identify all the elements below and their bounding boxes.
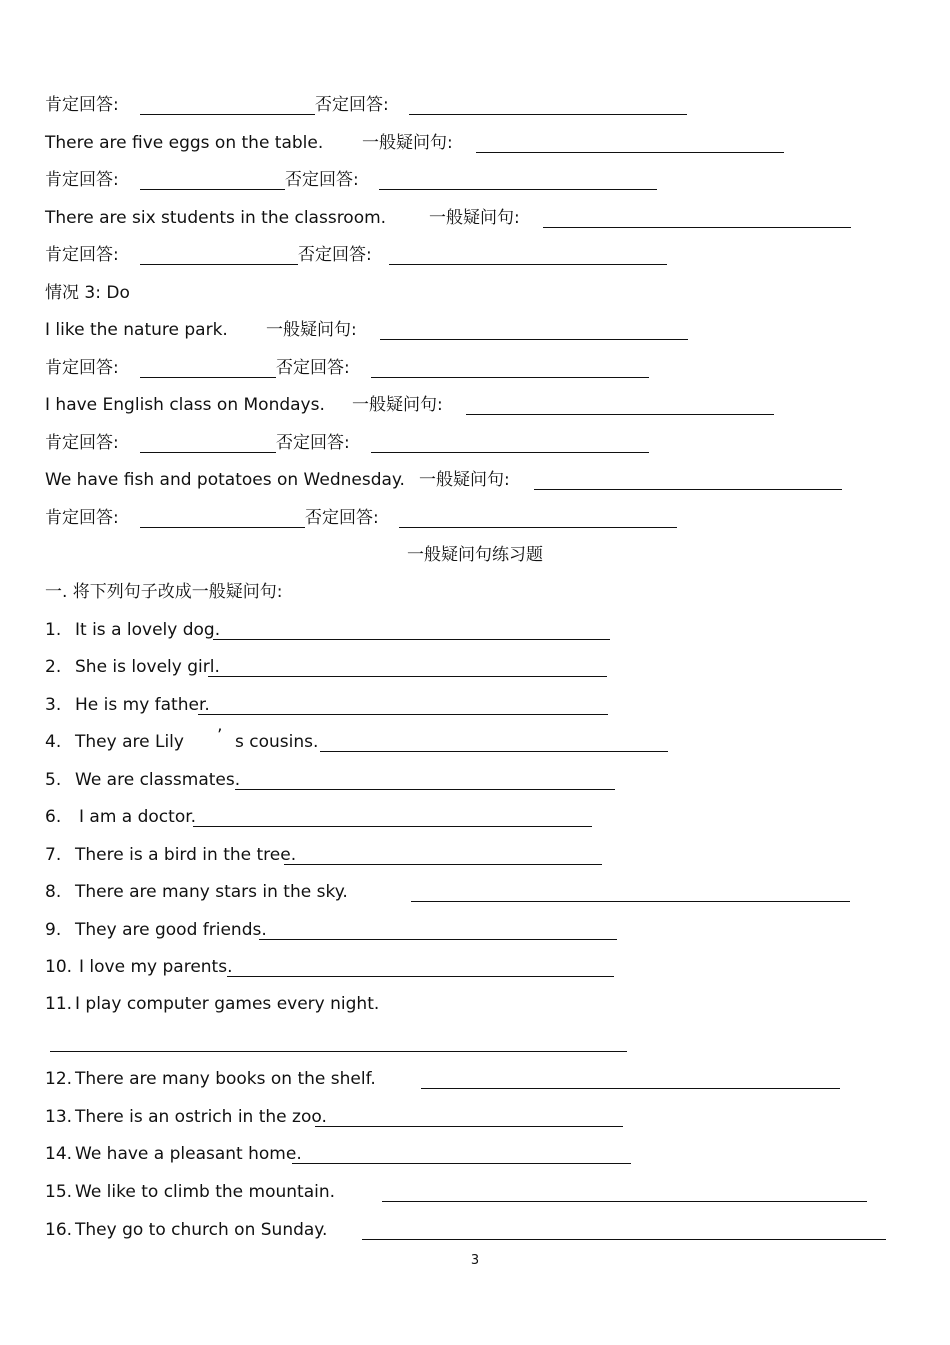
answer-blank[interactable] (198, 714, 608, 715)
no-label: 否定回答: (276, 358, 350, 378)
yes-label: 肯定回答: (45, 95, 119, 115)
item-number: 11. (45, 994, 73, 1014)
no-answer-blank[interactable] (379, 189, 657, 190)
yes-answer-blank[interactable] (140, 114, 315, 115)
item-text: There are many books on the shelf. (75, 1069, 376, 1089)
no-label: 否定回答: (298, 245, 372, 265)
item-text: I play computer games every night. (75, 994, 380, 1014)
yes-label: 肯定回答: (45, 433, 119, 453)
item-number: 3. (45, 695, 62, 715)
sentence-text: There are five eggs on the table. (45, 133, 324, 153)
question-label: 一般疑问句: (362, 133, 453, 153)
item-text: They go to church on Sunday. (75, 1220, 328, 1240)
no-answer-blank[interactable] (371, 377, 649, 378)
sentence-text: There are six students in the classroom. (45, 208, 387, 228)
yes-label: 肯定回答: (45, 245, 119, 265)
item-text: There is an ostrich in the zoo. (75, 1107, 327, 1127)
no-label: 否定回答: (315, 95, 389, 115)
page-number: 3 (470, 1253, 480, 1268)
item-text: There are many stars in the sky. (75, 882, 348, 902)
item-number: 9. (45, 920, 62, 940)
answer-blank[interactable] (411, 901, 850, 902)
yes-answer-blank[interactable] (140, 264, 298, 265)
yes-label: 肯定回答: (45, 508, 119, 528)
answer-blank[interactable] (259, 939, 617, 940)
question-blank[interactable] (466, 414, 774, 415)
yes-answer-blank[interactable] (140, 377, 276, 378)
item-text: There is a bird in the tree. (75, 845, 297, 865)
item-text: We like to climb the mountain. (75, 1182, 336, 1202)
item-number: 4. (45, 732, 62, 752)
sentence-text: I have English class on Mondays. (45, 395, 325, 415)
no-label: 否定回答: (276, 433, 350, 453)
no-answer-blank[interactable] (389, 264, 667, 265)
item-text: I am a doctor. (79, 807, 197, 827)
item-text: They are Lily (75, 732, 184, 752)
item-number: 13. (45, 1107, 73, 1127)
answer-blank[interactable] (315, 1126, 623, 1127)
item-text: We have a pleasant home. (75, 1144, 302, 1164)
answer-blank[interactable] (421, 1088, 840, 1089)
yes-label: 肯定回答: (45, 170, 119, 190)
answer-blank[interactable] (320, 751, 668, 752)
answer-blank[interactable] (235, 789, 615, 790)
question-label: 一般疑问句: (266, 320, 357, 340)
item-text: She is lovely girl. (75, 657, 220, 677)
item-text: We are classmates. (75, 770, 241, 790)
yes-answer-blank[interactable] (140, 189, 285, 190)
no-answer-blank[interactable] (409, 114, 687, 115)
yes-answer-blank[interactable] (140, 452, 276, 453)
item-number: 2. (45, 657, 62, 677)
item-number: 10. (45, 957, 73, 977)
item-number: 16. (45, 1220, 73, 1240)
question-label: 一般疑问句: (352, 395, 443, 415)
answer-blank[interactable] (284, 864, 602, 865)
answer-blank[interactable] (292, 1163, 631, 1164)
apostrophe: ’ (217, 726, 223, 746)
item-number: 1. (45, 620, 62, 640)
section-label: 一. 将下列句子改成一般疑问句: (45, 582, 283, 602)
item-number: 6. (45, 807, 62, 827)
sentence-text: We have fish and potatoes on Wednesday. (45, 470, 405, 490)
question-blank[interactable] (380, 339, 688, 340)
case-label: 情况 3: Do (45, 283, 130, 303)
question-blank[interactable] (543, 227, 851, 228)
item-number: 7. (45, 845, 62, 865)
yes-label: 肯定回答: (45, 358, 119, 378)
no-label: 否定回答: (285, 170, 359, 190)
question-label: 一般疑问句: (429, 208, 520, 228)
no-answer-blank[interactable] (371, 452, 649, 453)
item-text: It is a lovely dog. (75, 620, 221, 640)
item-text: He is my father. (75, 695, 210, 715)
sentence-text: I like the nature park. (45, 320, 228, 340)
answer-blank[interactable] (382, 1201, 867, 1202)
item-number: 14. (45, 1144, 73, 1164)
exercise-title: 一般疑问句练习题 (407, 545, 543, 565)
item-text-end: s cousins. (235, 732, 319, 752)
item-number: 5. (45, 770, 62, 790)
answer-blank[interactable] (193, 826, 592, 827)
item-number: 8. (45, 882, 62, 902)
item-number: 12. (45, 1069, 73, 1089)
item-text: They are good friends. (75, 920, 267, 940)
answer-blank[interactable] (213, 639, 610, 640)
answer-blank[interactable] (208, 676, 607, 677)
answer-blank[interactable] (362, 1239, 886, 1240)
question-label: 一般疑问句: (419, 470, 510, 490)
no-label: 否定回答: (305, 508, 379, 528)
question-blank[interactable] (476, 152, 784, 153)
answer-blank[interactable] (50, 1051, 627, 1052)
no-answer-blank[interactable] (399, 527, 677, 528)
item-number: 15. (45, 1182, 73, 1202)
answer-blank[interactable] (227, 976, 614, 977)
question-blank[interactable] (534, 489, 842, 490)
yes-answer-blank[interactable] (140, 527, 305, 528)
item-text: I love my parents. (79, 957, 233, 977)
